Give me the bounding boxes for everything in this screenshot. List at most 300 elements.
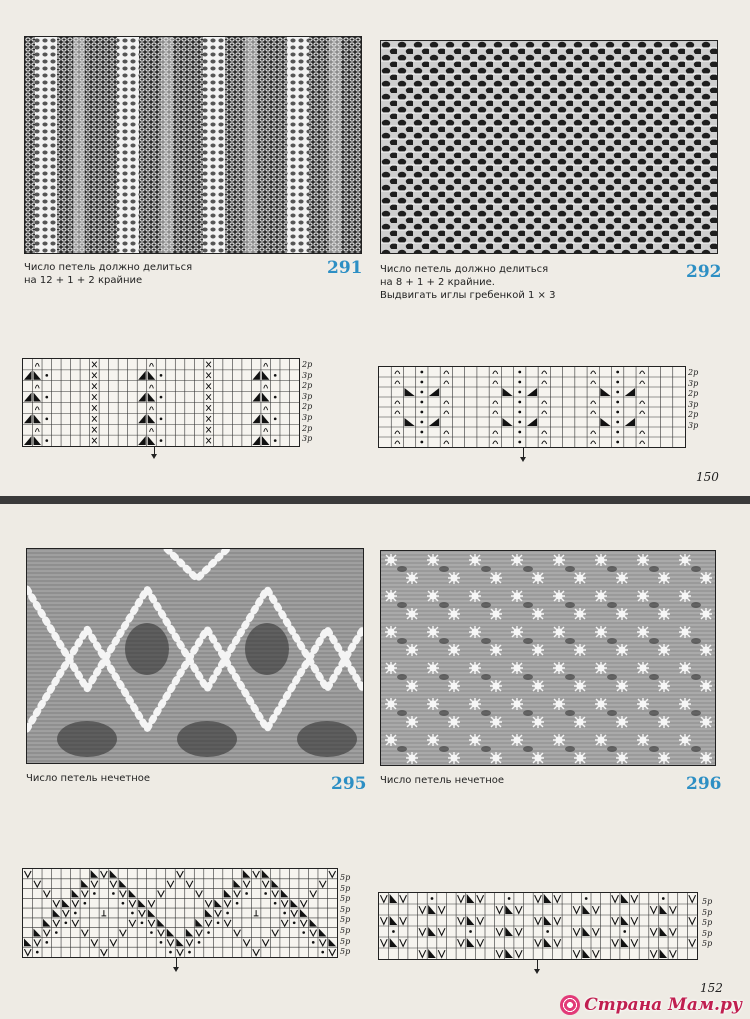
dot-symbol-icon <box>245 892 248 895</box>
v-symbol-icon <box>167 939 174 945</box>
tuck-symbol-icon <box>493 371 498 374</box>
v-symbol-icon <box>205 920 212 926</box>
tuck-symbol-icon <box>264 429 268 432</box>
v-symbol-icon <box>224 920 231 926</box>
v-symbol-icon <box>380 917 387 924</box>
decrease-symbol-icon <box>138 414 146 423</box>
decrease-symbol-icon <box>262 870 270 878</box>
decrease-symbol-icon <box>621 938 629 947</box>
cross-symbol-icon <box>92 427 97 432</box>
decrease-symbol-icon <box>281 890 289 898</box>
caption-295: Число петель нечетное <box>26 773 151 784</box>
row-labels-292: 2р 3р 2р 3р 2р 3р <box>688 368 699 430</box>
dot-symbol-icon <box>226 912 229 915</box>
v-symbol-icon <box>438 906 445 913</box>
cross-symbol-icon <box>92 362 97 367</box>
v-symbol-icon <box>650 906 657 913</box>
tuck-symbol-icon <box>150 363 154 366</box>
decrease-symbol-icon <box>205 909 213 917</box>
v-symbol-icon <box>205 900 212 906</box>
decrease-symbol-icon <box>429 388 439 396</box>
page-150 <box>0 0 750 496</box>
tuck-symbol-icon <box>591 431 596 434</box>
decrease-symbol-icon <box>110 870 118 878</box>
v-symbol-icon <box>62 910 69 916</box>
decrease-symbol-icon <box>186 929 194 937</box>
dot-symbol-icon <box>616 381 619 384</box>
site-watermark: Страна Мам.ру <box>560 995 742 1015</box>
tuck-symbol-icon <box>444 381 449 384</box>
dot-symbol-icon <box>616 401 619 404</box>
dot-symbol-icon <box>420 421 423 424</box>
decrease-symbol-icon <box>404 388 414 396</box>
dot-symbol-icon <box>616 371 619 374</box>
caption-296: Число петель нечетное <box>380 775 505 786</box>
v-symbol-icon <box>167 881 174 887</box>
knit-photo-295 <box>26 548 364 764</box>
decrease-symbol-icon <box>505 949 513 958</box>
v-symbol-icon <box>24 871 31 877</box>
v-symbol-icon <box>281 920 288 926</box>
tuck-symbol-icon <box>493 401 498 404</box>
decrease-symbol-icon <box>233 880 241 888</box>
v-symbol-icon <box>573 950 580 957</box>
page-152 <box>0 504 750 1019</box>
v-symbol-icon <box>458 895 465 902</box>
v-symbol-icon <box>91 939 98 945</box>
v-symbol-icon <box>458 917 465 924</box>
knit-photo-292 <box>380 40 718 254</box>
dot-symbol-icon <box>274 396 277 399</box>
v-symbol-icon <box>554 895 561 902</box>
dot-symbol-icon <box>264 892 267 895</box>
dot-symbol-icon <box>420 371 423 374</box>
dot-symbol-icon <box>518 431 521 434</box>
decrease-symbol-icon <box>167 929 175 937</box>
tuck-symbol-icon <box>395 401 400 404</box>
v-symbol-icon <box>234 930 241 936</box>
decrease-symbol-icon <box>262 371 270 380</box>
tuck-symbol-icon <box>444 431 449 434</box>
dot-symbol-icon <box>662 897 665 900</box>
v-symbol-icon <box>515 950 522 957</box>
v-symbol-icon <box>158 891 165 897</box>
v-symbol-icon <box>496 906 503 913</box>
decrease-symbol-icon <box>582 949 590 958</box>
dot-symbol-icon <box>160 374 163 377</box>
dot-symbol-icon <box>160 941 163 944</box>
decrease-symbol-icon <box>505 905 513 914</box>
dot-symbol-icon <box>392 930 395 933</box>
page-number-150: 150 <box>696 470 719 484</box>
v-symbol-icon <box>243 881 250 887</box>
dot-symbol-icon <box>169 951 172 954</box>
decrease-symbol-icon <box>138 393 146 402</box>
decrease-symbol-icon <box>148 436 156 445</box>
v-symbol-icon <box>177 871 184 877</box>
decrease-symbol-icon <box>467 938 475 947</box>
v-symbol-icon <box>272 930 279 936</box>
v-symbol-icon <box>535 917 542 924</box>
cross-symbol-icon <box>92 438 97 443</box>
v-symbol-icon <box>310 930 317 936</box>
row-labels-296: 5р 5р 5р 5р 5р <box>702 897 713 949</box>
v-symbol-icon <box>573 906 580 913</box>
v-symbol-icon <box>224 900 231 906</box>
dot-symbol-icon <box>302 931 305 934</box>
v-symbol-icon <box>253 871 260 877</box>
decrease-symbol-icon <box>24 393 32 402</box>
cross-symbol-icon <box>92 405 97 410</box>
decrease-symbol-icon <box>428 949 436 958</box>
tuck-symbol-icon <box>264 363 268 366</box>
v-symbol-icon <box>650 928 657 935</box>
pattern-number-291: 291 <box>327 258 363 278</box>
decrease-symbol-icon <box>319 929 327 937</box>
decrease-symbol-icon <box>290 899 298 907</box>
v-symbol-icon <box>310 891 317 897</box>
dot-symbol-icon <box>112 892 115 895</box>
dot-symbol-icon <box>188 951 191 954</box>
v-symbol-icon <box>186 881 193 887</box>
tuck-symbol-icon <box>542 441 547 444</box>
start-arrow-295 <box>176 957 177 967</box>
dot-symbol-icon <box>198 941 201 944</box>
tuck-symbol-icon <box>591 411 596 414</box>
v-symbol-icon <box>129 920 136 926</box>
decrease-symbol-icon <box>72 890 80 898</box>
decrease-symbol-icon <box>157 919 165 927</box>
v-symbol-icon <box>438 950 445 957</box>
stitch-chart-295 <box>22 868 338 958</box>
dot-symbol-icon <box>518 371 521 374</box>
dot-symbol-icon <box>93 892 96 895</box>
dot-symbol-icon <box>122 902 125 905</box>
v-symbol-icon <box>110 939 117 945</box>
decrease-symbol-icon <box>176 938 184 946</box>
v-symbol-icon <box>535 895 542 902</box>
dot-symbol-icon <box>217 921 220 924</box>
decrease-symbol-icon <box>390 916 398 925</box>
decrease-symbol-icon <box>625 418 635 426</box>
v-symbol-icon <box>496 928 503 935</box>
v-symbol-icon <box>319 939 326 945</box>
dot-symbol-icon <box>616 431 619 434</box>
pattern-number-292: 292 <box>686 262 722 282</box>
v-symbol-icon <box>689 917 696 924</box>
dot-symbol-icon <box>45 374 48 377</box>
dot-symbol-icon <box>312 941 315 944</box>
v-symbol-icon <box>72 920 79 926</box>
decrease-symbol-icon <box>527 388 537 396</box>
v-symbol-icon <box>689 939 696 946</box>
cross-symbol-icon <box>206 438 211 443</box>
v-symbol-icon <box>631 917 638 924</box>
tuck-symbol-icon <box>542 411 547 414</box>
decrease-symbol-icon <box>262 414 270 423</box>
start-arrow-291 <box>154 446 155 454</box>
v-symbol-icon <box>72 900 79 906</box>
v-symbol-icon <box>458 939 465 946</box>
decrease-symbol-icon <box>502 418 512 426</box>
v-symbol-icon <box>400 939 407 946</box>
dot-symbol-icon <box>518 411 521 414</box>
dot-symbol-icon <box>131 912 134 915</box>
dot-symbol-icon <box>431 897 434 900</box>
cross-symbol-icon <box>206 416 211 421</box>
decrease-symbol-icon <box>53 909 61 917</box>
stitch-chart-291 <box>22 358 300 447</box>
stitch-chart-296 <box>378 892 698 960</box>
decrease-symbol-icon <box>625 388 635 396</box>
v-symbol-icon <box>34 939 41 945</box>
decrease-symbol-icon <box>129 890 137 898</box>
dot-symbol-icon <box>469 930 472 933</box>
v-symbol-icon <box>120 930 127 936</box>
v-symbol-icon <box>300 920 307 926</box>
flower-logo-icon <box>560 995 580 1015</box>
cross-symbol-icon <box>206 383 211 388</box>
v-symbol-icon <box>592 906 599 913</box>
v-symbol-icon <box>535 939 542 946</box>
v-symbol-icon <box>196 891 203 897</box>
dot-symbol-icon <box>36 951 39 954</box>
tuck-symbol-icon <box>395 431 400 434</box>
v-symbol-icon <box>631 939 638 946</box>
decrease-symbol-icon <box>582 927 590 936</box>
tuck-symbol-icon <box>444 401 449 404</box>
v-symbol-icon <box>262 939 269 945</box>
dot-symbol-icon <box>420 391 423 394</box>
decrease-symbol-icon <box>582 905 590 914</box>
row-labels-291: 2р 3р 2р 3р 2р 3р 2р 3р <box>302 360 313 444</box>
decrease-symbol-icon <box>390 894 398 903</box>
cross-symbol-icon <box>206 394 211 399</box>
decrease-symbol-icon <box>505 927 513 936</box>
start-arrow-292 <box>523 447 524 457</box>
pattern-number-295: 295 <box>331 774 367 794</box>
tuck-symbol-icon <box>640 381 645 384</box>
v-symbol-icon <box>631 895 638 902</box>
v-symbol-icon <box>101 949 108 955</box>
v-symbol-icon <box>177 949 184 955</box>
decrease-symbol-icon <box>214 899 222 907</box>
decrease-symbol-icon <box>138 371 146 380</box>
tuck-symbol-icon <box>493 431 498 434</box>
perp-symbol-icon <box>102 910 107 916</box>
dot-symbol-icon <box>64 921 67 924</box>
tuck-symbol-icon <box>640 371 645 374</box>
decrease-symbol-icon <box>252 371 260 380</box>
decrease-symbol-icon <box>24 371 32 380</box>
tuck-symbol-icon <box>493 441 498 444</box>
decrease-symbol-icon <box>148 393 156 402</box>
dot-symbol-icon <box>508 897 511 900</box>
v-symbol-icon <box>380 939 387 946</box>
v-symbol-icon <box>612 939 619 946</box>
dot-symbol-icon <box>55 931 58 934</box>
tuck-symbol-icon <box>150 429 154 432</box>
v-symbol-icon <box>477 895 484 902</box>
cross-symbol-icon <box>92 373 97 378</box>
tuck-symbol-icon <box>150 385 154 388</box>
v-symbol-icon <box>329 949 336 955</box>
decrease-symbol-icon <box>252 393 260 402</box>
decrease-symbol-icon <box>502 388 512 396</box>
cross-symbol-icon <box>92 416 97 421</box>
dot-symbol-icon <box>236 902 239 905</box>
dot-symbol-icon <box>518 401 521 404</box>
decrease-symbol-icon <box>148 414 156 423</box>
dot-symbol-icon <box>160 396 163 399</box>
v-symbol-icon <box>43 930 50 936</box>
decrease-symbol-icon <box>24 436 32 445</box>
stitch-chart-292 <box>378 366 686 448</box>
v-symbol-icon <box>400 917 407 924</box>
v-symbol-icon <box>554 917 561 924</box>
v-symbol-icon <box>438 928 445 935</box>
start-arrow-296 <box>537 959 538 969</box>
cross-symbol-icon <box>206 362 211 367</box>
tuck-symbol-icon <box>395 441 400 444</box>
dot-symbol-icon <box>616 391 619 394</box>
v-symbol-icon <box>243 939 250 945</box>
dot-symbol-icon <box>207 931 210 934</box>
dot-symbol-icon <box>45 941 48 944</box>
dot-symbol-icon <box>293 921 296 924</box>
decrease-symbol-icon <box>467 894 475 903</box>
v-symbol-icon <box>612 895 619 902</box>
dot-symbol-icon <box>150 931 153 934</box>
decrease-symbol-icon <box>119 880 127 888</box>
tuck-symbol-icon <box>591 381 596 384</box>
cross-symbol-icon <box>206 405 211 410</box>
decrease-symbol-icon <box>328 938 336 946</box>
v-symbol-icon <box>477 939 484 946</box>
dot-symbol-icon <box>274 417 277 420</box>
v-symbol-icon <box>670 950 677 957</box>
cross-symbol-icon <box>206 373 211 378</box>
decrease-symbol-icon <box>429 418 439 426</box>
dot-symbol-icon <box>420 381 423 384</box>
decrease-symbol-icon <box>43 919 51 927</box>
v-symbol-icon <box>689 895 696 902</box>
decrease-symbol-icon <box>34 393 42 402</box>
decrease-symbol-icon <box>300 909 308 917</box>
tuck-symbol-icon <box>35 363 39 366</box>
decrease-symbol-icon <box>224 890 232 898</box>
dot-symbol-icon <box>141 921 144 924</box>
cross-symbol-icon <box>92 383 97 388</box>
tuck-symbol-icon <box>493 411 498 414</box>
dot-symbol-icon <box>420 431 423 434</box>
dot-symbol-icon <box>283 912 286 915</box>
decrease-symbol-icon <box>138 436 146 445</box>
decrease-symbol-icon <box>271 880 279 888</box>
decrease-symbol-icon <box>148 909 156 917</box>
decrease-symbol-icon <box>600 418 610 426</box>
decrease-symbol-icon <box>243 870 251 878</box>
dot-symbol-icon <box>616 441 619 444</box>
decrease-symbol-icon <box>600 388 610 396</box>
decrease-symbol-icon <box>659 927 667 936</box>
decrease-symbol-icon <box>262 436 270 445</box>
dot-symbol-icon <box>321 951 324 954</box>
decrease-symbol-icon <box>62 899 70 907</box>
decrease-symbol-icon <box>527 418 537 426</box>
tuck-symbol-icon <box>542 381 547 384</box>
v-symbol-icon <box>515 928 522 935</box>
v-symbol-icon <box>34 881 41 887</box>
v-symbol-icon <box>129 900 136 906</box>
v-symbol-icon <box>291 910 298 916</box>
dot-symbol-icon <box>45 417 48 420</box>
decrease-symbol-icon <box>544 916 552 925</box>
v-symbol-icon <box>419 906 426 913</box>
v-symbol-icon <box>82 891 89 897</box>
tuck-symbol-icon <box>542 431 547 434</box>
v-symbol-icon <box>400 895 407 902</box>
v-symbol-icon <box>120 891 127 897</box>
dot-symbol-icon <box>518 391 521 394</box>
v-symbol-icon <box>253 949 260 955</box>
v-symbol-icon <box>91 881 98 887</box>
dot-symbol-icon <box>274 902 277 905</box>
decrease-symbol-icon <box>544 894 552 903</box>
v-symbol-icon <box>650 950 657 957</box>
decrease-symbol-icon <box>195 919 203 927</box>
tuck-symbol-icon <box>395 411 400 414</box>
tuck-symbol-icon <box>35 407 39 410</box>
v-symbol-icon <box>158 930 165 936</box>
v-symbol-icon <box>592 928 599 935</box>
decrease-symbol-icon <box>34 929 42 937</box>
v-symbol-icon <box>262 881 269 887</box>
tuck-symbol-icon <box>640 401 645 404</box>
dot-symbol-icon <box>45 439 48 442</box>
decrease-symbol-icon <box>659 905 667 914</box>
dot-symbol-icon <box>546 930 549 933</box>
pattern-number-296: 296 <box>686 774 722 794</box>
caption-292: Число петель должно делиться на 8 + 1 + 2 крайние. Выдвигать иглы гребенкой 1 × 3 <box>380 264 556 301</box>
decrease-symbol-icon <box>621 894 629 903</box>
knit-photo-291 <box>24 36 362 254</box>
v-symbol-icon <box>139 910 146 916</box>
tuck-symbol-icon <box>591 441 596 444</box>
v-symbol-icon <box>612 917 619 924</box>
v-symbol-icon <box>419 928 426 935</box>
v-symbol-icon <box>234 891 241 897</box>
page-number-152: 152 <box>700 981 723 995</box>
tuck-symbol-icon <box>493 381 498 384</box>
v-symbol-icon <box>101 871 108 877</box>
decrease-symbol-icon <box>390 938 398 947</box>
v-symbol-icon <box>110 881 117 887</box>
decrease-symbol-icon <box>24 938 32 946</box>
row-labels-295: 5р 5р 5р 5р 5р 5р 5р 5р <box>340 873 351 957</box>
decrease-symbol-icon <box>24 414 32 423</box>
decrease-symbol-icon <box>252 436 260 445</box>
tuck-symbol-icon <box>395 381 400 384</box>
decrease-symbol-icon <box>621 916 629 925</box>
tuck-symbol-icon <box>264 385 268 388</box>
dot-symbol-icon <box>45 396 48 399</box>
v-symbol-icon <box>196 930 203 936</box>
tuck-symbol-icon <box>640 441 645 444</box>
v-symbol-icon <box>670 906 677 913</box>
dot-symbol-icon <box>420 411 423 414</box>
cross-symbol-icon <box>92 394 97 399</box>
